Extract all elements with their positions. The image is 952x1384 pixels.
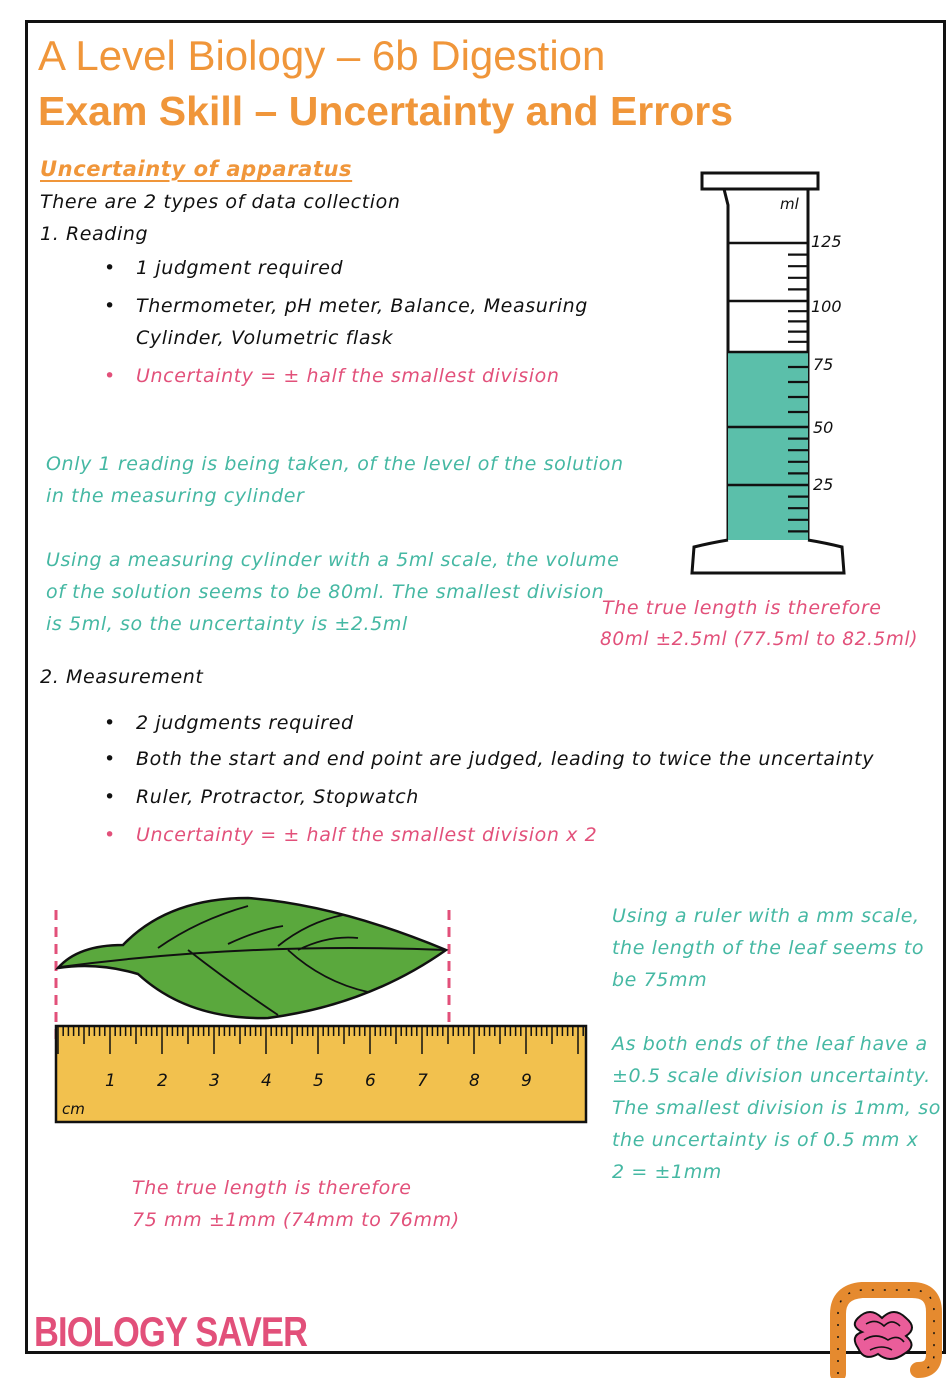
reading-result-1: The true length is therefore [602, 597, 882, 619]
ruler-label: 9 [521, 1071, 532, 1091]
measurement-result-2: 75 mm ±1mm (74mm to 76mm) [132, 1209, 460, 1231]
brand-logo: BIOLOGY SAVER [34, 1308, 308, 1355]
measurement-result-1: The true length is therefore [132, 1177, 412, 1199]
reading-bullet-2-cont: Cylinder, Volumetric flask [136, 327, 394, 349]
measurement-bullet-2: • Both the start and end point are judged, leading to twice the uncertainty [104, 748, 875, 770]
ruler-label: 8 [469, 1071, 480, 1091]
cylinder-label-100: 100 [811, 297, 842, 316]
measurement-note-2b: ±0.5 scale division uncertainty. [612, 1065, 931, 1087]
ruler-label: 5 [313, 1071, 324, 1091]
ruler-label: 6 [365, 1071, 376, 1091]
measurement-bullet-3: • Ruler, Protractor, Stopwatch [104, 786, 419, 808]
leaf-ruler-diagram [48, 890, 598, 1130]
measurement-note-2d: the uncertainty is of 0.5 mm x [612, 1129, 919, 1151]
reading-note-2b: of the solution seems to be 80ml. The smallest division [46, 581, 605, 603]
reading-note-1a: Only 1 reading is being taken, of the level of the solution [46, 453, 624, 475]
measurement-note-2e: 2 = ±1mm [612, 1161, 722, 1183]
measurement-note-1a: Using a ruler with a mm scale, [612, 905, 920, 927]
reading-label: 1. Reading [40, 223, 149, 245]
section-heading: Uncertainty of apparatus [40, 157, 353, 181]
cylinder-label-125: 125 [811, 232, 842, 251]
measurement-bullet-4: • Uncertainty = ± half the smallest division x 2 [104, 824, 598, 846]
measurement-note-2a: As both ends of the leaf have a [612, 1033, 928, 1055]
intestine-icon [826, 1278, 946, 1378]
reading-bullet-1: • 1 judgment required [104, 257, 344, 279]
ruler-unit: cm [62, 1100, 85, 1118]
cylinder-unit: ml [780, 195, 799, 213]
measurement-note-2c: The smallest division is 1mm, so [612, 1097, 941, 1119]
reading-bullet-2: • Thermometer, pH meter, Balance, Measuring [104, 295, 588, 317]
ruler-label: 2 [157, 1071, 168, 1091]
ruler-label: 3 [209, 1071, 220, 1091]
page-title: A Level Biology – 6b Digestion [38, 32, 606, 79]
measurement-note-1b: the length of the leaf seems to [612, 937, 925, 959]
measurement-note-1c: be 75mm [612, 969, 708, 991]
reading-note-2a: Using a measuring cylinder with a 5ml scale, the volume [46, 549, 620, 571]
reading-note-2c: is 5ml, so the uncertainty is ±2.5ml [46, 613, 408, 635]
page-subtitle: Exam Skill – Uncertainty and Errors [38, 88, 733, 134]
reading-result-2: 80ml ±2.5ml (77.5ml to 82.5ml) [600, 629, 919, 650]
cylinder-label-75: 75 [813, 355, 834, 374]
intro-text: There are 2 types of data collection [40, 191, 401, 213]
leaf [58, 898, 446, 1018]
cylinder-rim [702, 173, 818, 189]
cylinder-liquid [728, 352, 808, 543]
cylinder-base [692, 540, 844, 573]
cylinder-label-50: 50 [813, 418, 834, 437]
ruler-label: 4 [261, 1071, 272, 1091]
ruler-label: 7 [417, 1071, 428, 1091]
reading-bullet-3: • Uncertainty = ± half the smallest division [104, 365, 560, 387]
ruler-label: 1 [105, 1071, 116, 1091]
measuring-cylinder [680, 165, 860, 580]
measurement-bullet-1: • 2 judgments required [104, 712, 354, 734]
reading-note-1b: in the measuring cylinder [46, 485, 305, 507]
cylinder-label-25: 25 [813, 475, 834, 494]
measurement-label: 2. Measurement [40, 666, 204, 688]
